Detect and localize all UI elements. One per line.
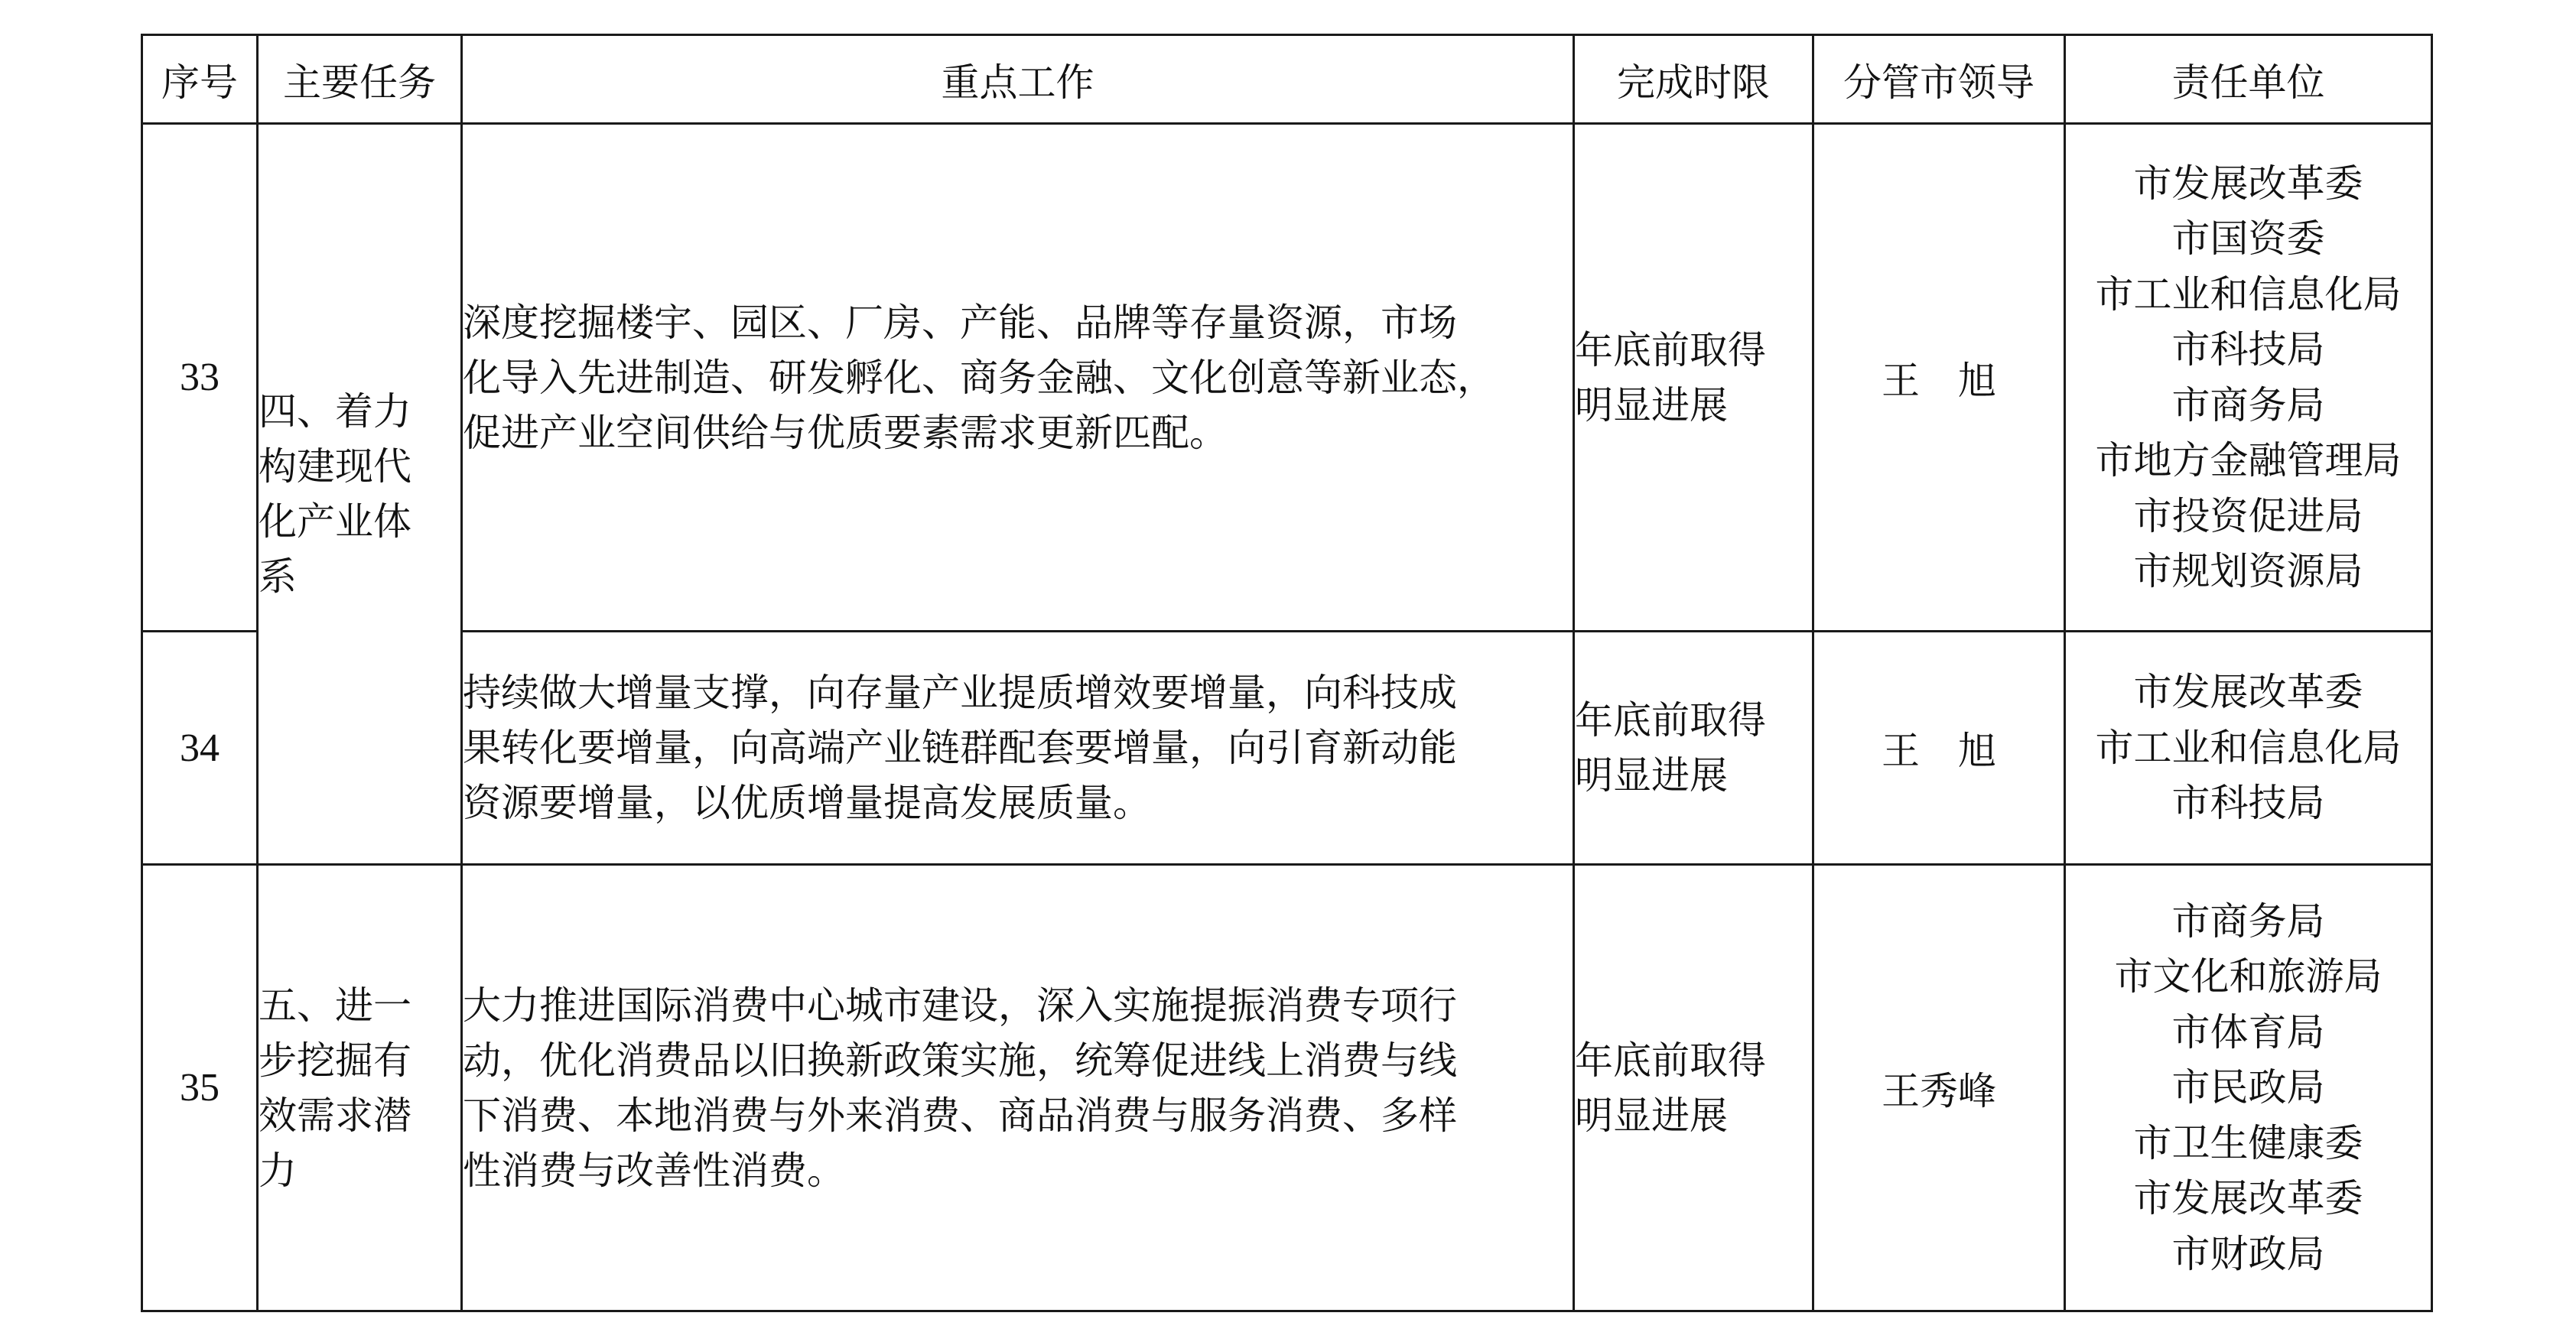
table-row-35	[142, 865, 2432, 1311]
key-work-line: 促进产业空间供给与优质要素需求更新匹配。	[463, 410, 1228, 455]
responsible-units-cell	[2065, 632, 2432, 865]
key-work-line: 化导入先进制造、研发孵化、商务金融、文化创意等新业态，	[463, 355, 1495, 400]
deadline-cell	[1574, 632, 1813, 865]
header-responsible-units: 责任单位	[2065, 35, 2432, 124]
key-work-line: 性消费与改善性消费。	[463, 1148, 845, 1193]
responsible-unit: 市发展改革委	[2133, 161, 2363, 206]
deadline-line: 明显进展	[1575, 753, 1728, 798]
key-work-line: 下消费、本地消费与外来消费、商品消费与服务消费、多样	[463, 1093, 1457, 1138]
deadline-line: 明显进展	[1575, 382, 1728, 427]
key-work-cell	[462, 632, 1574, 865]
main-task-line: 力	[259, 1148, 297, 1193]
responsible-unit: 市科技局	[2171, 327, 2325, 372]
responsible-unit: 市发展改革委	[2133, 670, 2363, 715]
city-leader-cell: 王 旭	[1813, 632, 2065, 865]
main-task-line: 构建现代	[259, 444, 411, 489]
main-task-line: 步挖掘有	[259, 1038, 411, 1083]
responsible-unit: 市工业和信息化局	[2095, 271, 2402, 317]
responsible-unit: 市投资促进局	[2133, 493, 2363, 538]
responsible-unit: 市商务局	[2171, 898, 2325, 944]
main-task-line: 四、着力	[259, 389, 411, 434]
main-task-cell	[258, 124, 462, 865]
main-task-line: 五、进一	[259, 983, 411, 1028]
main-task-line: 系	[259, 554, 297, 599]
row-number: 33	[142, 124, 258, 632]
task-table	[141, 34, 2433, 1312]
responsible-unit: 市财政局	[2171, 1231, 2325, 1276]
responsible-unit: 市国资委	[2171, 216, 2325, 261]
responsible-unit: 市发展改革委	[2133, 1176, 2363, 1221]
responsible-unit: 市工业和信息化局	[2095, 725, 2402, 770]
deadline-line: 年底前取得	[1575, 1038, 1766, 1083]
responsible-unit: 市民政局	[2171, 1065, 2325, 1110]
key-work-cell	[462, 865, 1574, 1311]
key-work-line: 果转化要增量，向高端产业链群配套要增量，向引育新动能	[463, 726, 1457, 770]
deadline-line: 年底前取得	[1575, 327, 1766, 372]
responsible-unit: 市文化和旅游局	[2114, 954, 2382, 999]
deadline-cell	[1574, 865, 1813, 1311]
key-work-line: 动，优化消费品以旧换新政策实施，统筹促进线上消费与线	[463, 1038, 1457, 1083]
key-work-line: 大力推进国际消费中心城市建设，深入实施提振消费专项行	[463, 983, 1457, 1028]
header-row	[142, 35, 2432, 124]
responsible-unit: 市体育局	[2171, 1009, 2325, 1054]
main-task-line: 化产业体	[259, 499, 411, 544]
main-task-cell	[258, 865, 462, 1311]
deadline-line: 明显进展	[1575, 1093, 1728, 1138]
table-row-33	[142, 124, 2432, 632]
deadline-cell	[1574, 124, 1813, 632]
row-number: 34	[142, 632, 258, 865]
responsible-unit: 市科技局	[2171, 781, 2325, 826]
responsible-unit: 市地方金融管理局	[2095, 438, 2402, 483]
key-work-line: 资源要增量，以优质增量提高发展质量。	[463, 781, 1151, 825]
header-main-task: 主要任务	[258, 35, 462, 124]
responsible-unit: 市商务局	[2171, 382, 2325, 427]
table-row-34	[142, 632, 2432, 865]
key-work-cell	[462, 124, 1574, 632]
row-number: 35	[142, 865, 258, 1311]
city-leader-cell: 王 旭	[1813, 124, 2065, 632]
responsible-unit: 市规划资源局	[2133, 549, 2363, 593]
header-serial-number: 序号	[142, 35, 258, 124]
header-deadline: 完成时限	[1574, 35, 1813, 124]
responsible-units-cell	[2065, 865, 2432, 1311]
header-city-leader: 分管市领导	[1813, 35, 2065, 124]
header-key-work: 重点工作	[462, 35, 1574, 124]
responsible-units-cell	[2065, 124, 2432, 632]
key-work-line: 深度挖掘楼宇、园区、厂房、产能、品牌等存量资源，市场	[463, 300, 1457, 345]
main-task-line: 效需求潜	[259, 1093, 411, 1138]
responsible-unit: 市卫生健康委	[2133, 1120, 2363, 1165]
key-work-line: 持续做大增量支撑，向存量产业提质增效要增量，向科技成	[463, 671, 1457, 715]
deadline-line: 年底前取得	[1575, 698, 1766, 742]
city-leader-cell: 王秀峰	[1813, 865, 2065, 1311]
